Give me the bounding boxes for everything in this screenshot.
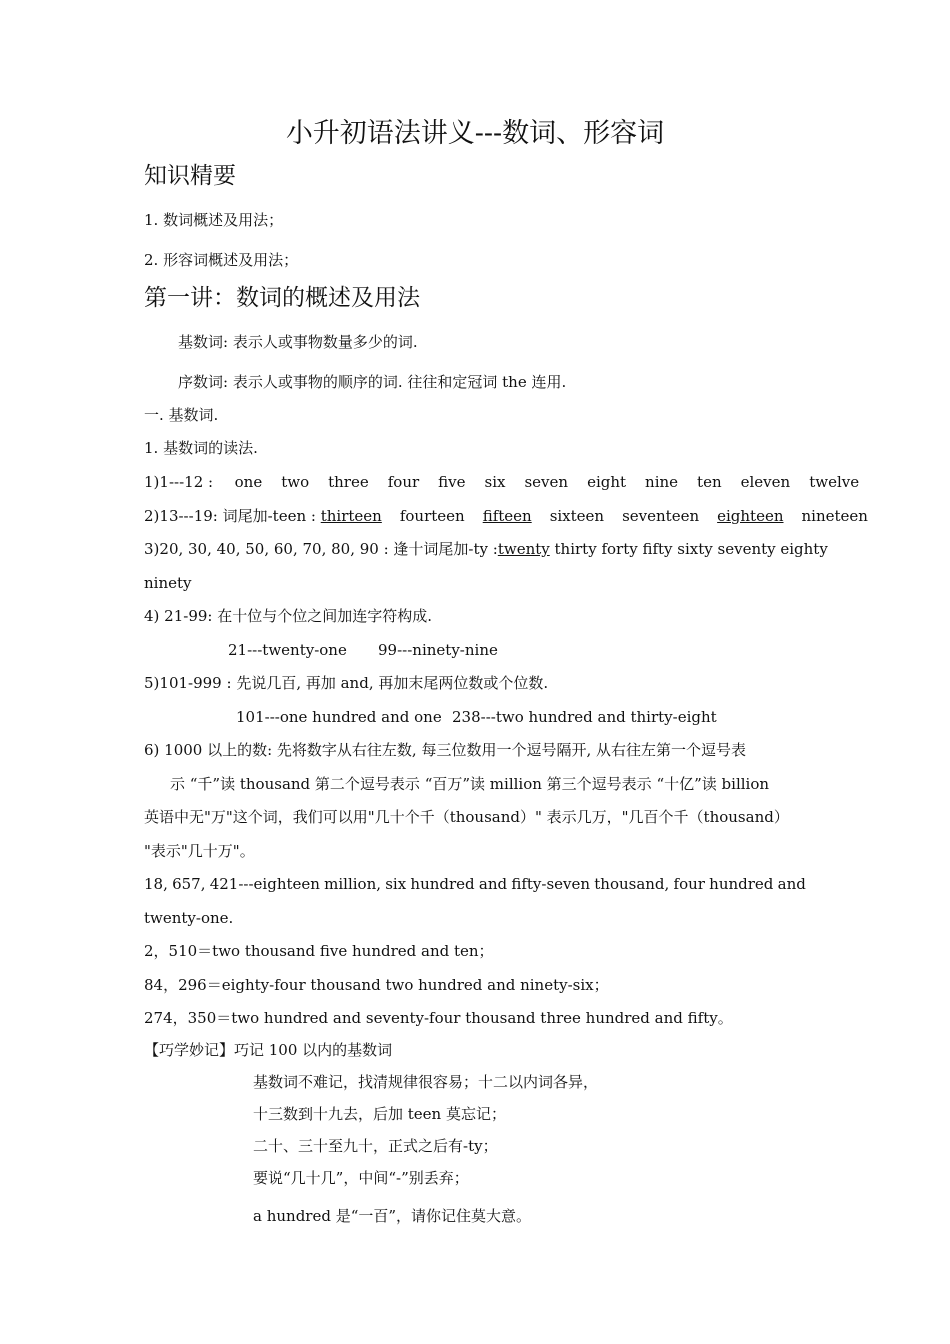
part-heading: 一. 基数词. — [144, 406, 219, 424]
overview-item-1: 1. 数词概述及用法； — [144, 211, 284, 229]
poem-line-4: 要说“几十几”，中间“-”别丢弃； — [253, 1169, 469, 1187]
number-word: three — [328, 473, 369, 491]
example-2510: 2，510＝two thousand five hundred and ten； — [144, 942, 494, 960]
number-word: nine — [645, 473, 679, 491]
example-word: and — [777, 875, 806, 893]
poem-line-3: 二十、三十至九十，正式之后有-ty； — [253, 1137, 498, 1155]
number-word: ten — [697, 473, 722, 491]
example-word: 18, — [144, 875, 168, 893]
poem-line-2: 十三数到十九去，后加 teen 莫忘记； — [253, 1105, 506, 1123]
poem-line-1: 基数词不难记，找清规律很容易；十二以内词各异， — [253, 1073, 599, 1091]
example-word: six — [385, 875, 407, 893]
big-number-words — [144, 874, 806, 894]
number-word: sixteen — [549, 507, 605, 525]
example-word: 657, — [172, 875, 206, 893]
example-word: and — [478, 875, 508, 893]
numbers-line-3-cont: ninety — [144, 574, 192, 592]
big-number-example-cont: twenty-one. — [144, 909, 234, 927]
rule-line-4: 4) 21-99: 在十位与个位之间加连字符构成. — [144, 607, 432, 625]
line-prefix: 3)20, 30, 40, 50, 60, 70, 80, 90 : 逢十词尾加-ty : — [144, 540, 498, 558]
example-274350: 274，350＝two hundred and seventy-four thousand three hundred and fifty。 — [144, 1009, 733, 1027]
number-word: eleven — [740, 473, 791, 491]
number-word: fourteen — [399, 507, 465, 525]
example-word: hundred — [410, 875, 475, 893]
overview-item-2: 2. 形容词概述及用法； — [144, 251, 299, 269]
line-prefix: 2)13---19: 词尾加-teen : — [144, 507, 316, 525]
numbers-line-1 — [144, 472, 878, 492]
number-word: one — [234, 473, 263, 491]
poem-line-5: a hundred 是“一百”，请你记住莫大意。 — [253, 1207, 532, 1225]
reading-title: 1. 基数词的读法. — [144, 439, 258, 457]
number-word: fifteen — [482, 507, 532, 525]
line-prefix: 1)1---12 : — [144, 473, 214, 491]
number-word: two — [281, 473, 310, 491]
example-99: 99---ninety-nine — [378, 641, 498, 659]
example-238: 238---two hundred and thirty-eight — [452, 708, 717, 726]
numbers-line-3 — [144, 539, 828, 559]
lecture-heading: 第一讲：数词的概述及用法 — [144, 285, 420, 311]
example-word: fifty-seven — [511, 875, 591, 893]
rule-line-6: 6) 1000 以上的数: 先将数字从右往左数, 每三位数用一个逗号隔开, 从右往左第一个逗号表 — [144, 741, 747, 759]
example-word: four — [673, 875, 705, 893]
number-word: eighteen — [717, 507, 784, 525]
example-word: 421---eighteen — [209, 875, 320, 893]
example-101: 101---one hundred and one — [236, 708, 442, 726]
rule-line-6-cont: 示 “千”读 thousand 第二个逗号表示 “百万”读 million 第三个逗号表示 “十亿”读 billion — [170, 775, 770, 793]
example-word: hundred — [709, 875, 774, 893]
rule-line-5: 5)101-999 : 先说几百, 再加 and, 再加末尾两位数或个位数. — [144, 674, 549, 692]
underlined-word: twenty — [497, 540, 550, 558]
tip-title: 【巧学妙记】巧记 100 以内的基数词 — [144, 1041, 393, 1059]
numbers-line-2 — [144, 506, 886, 526]
number-word: twelve — [809, 473, 860, 491]
number-word: seven — [524, 473, 569, 491]
section-heading-overview: 知识精要 — [144, 163, 236, 189]
example-84296: 84，296＝eighty-four thousand two hundred and ninety-six； — [144, 976, 609, 994]
line-rest: thirty forty fifty sixty seventy eighty — [549, 540, 828, 558]
number-word: six — [484, 473, 506, 491]
number-word: thirteen — [320, 507, 382, 525]
number-words — [235, 473, 878, 491]
example-21: 21---twenty-one — [228, 641, 347, 659]
number-word: five — [438, 473, 466, 491]
number-word: eight — [587, 473, 627, 491]
number-word: four — [387, 473, 420, 491]
page-title: 小升初语法讲义---数词、形容词 — [285, 118, 665, 149]
number-word: nineteen — [801, 507, 868, 525]
definition-ordinal: 序数词: 表示人或事物的顺序的词. 往往和定冠词 the 连用. — [178, 373, 567, 391]
number-words — [321, 507, 886, 525]
note-wan: 英语中无"万"这个词，我们可以用"几十个千（thousand）" 表示几万，"几百个千（thousand） — [144, 808, 789, 826]
example-word: million, — [324, 875, 382, 893]
number-word: seventeen — [622, 507, 700, 525]
definition-cardinal: 基数词: 表示人或事物数量多少的词. — [178, 333, 418, 351]
note-wan-cont: "表示"几十万"。 — [144, 842, 255, 860]
big-number-example — [144, 874, 806, 894]
example-word: thousand, — [594, 875, 670, 893]
